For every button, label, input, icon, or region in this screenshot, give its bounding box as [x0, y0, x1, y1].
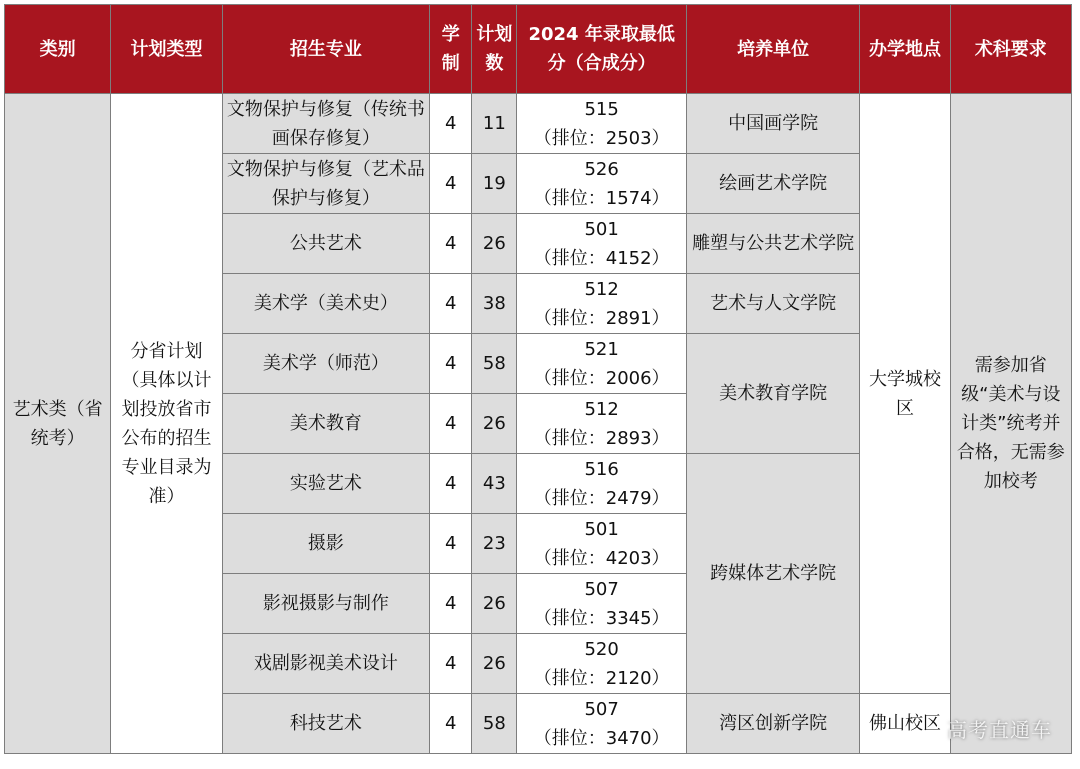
rank-value: （排位：2479） [533, 487, 670, 509]
count-cell: 23 [472, 514, 517, 574]
count-cell: 58 [472, 694, 517, 754]
watermark-text: 高考直通车 [947, 718, 1052, 742]
major-cell: 影视摄影与制作 [222, 574, 430, 634]
count-cell: 58 [472, 334, 517, 394]
count-cell: 38 [472, 274, 517, 334]
header-row [5, 5, 1072, 94]
score-value: 507 [584, 698, 619, 720]
score-cell [517, 394, 686, 454]
unit-cell: 美术教育学院 [686, 334, 859, 454]
rank-value: （排位：2893） [533, 427, 670, 449]
score-cell [517, 514, 686, 574]
count-cell: 26 [472, 394, 517, 454]
score-cell [517, 454, 686, 514]
duration-cell: 4 [430, 334, 472, 394]
unit-cell: 湾区创新学院 [686, 694, 859, 754]
count-cell: 26 [472, 574, 517, 634]
major-cell: 美术学（美术史） [222, 274, 430, 334]
rank-value: （排位：4152） [533, 247, 670, 269]
count-cell: 19 [472, 154, 517, 214]
major-cell: 戏剧影视美术设计 [222, 634, 430, 694]
unit-cell: 艺术与人文学院 [686, 274, 859, 334]
duration-cell: 4 [430, 154, 472, 214]
duration-cell: 4 [430, 94, 472, 154]
rank-value: （排位：1574） [533, 187, 670, 209]
score-value: 515 [584, 98, 619, 120]
score-value: 507 [584, 578, 619, 600]
count-cell: 26 [472, 214, 517, 274]
unit-cell: 绘画艺术学院 [686, 154, 859, 214]
rank-value: （排位：3470） [533, 727, 670, 749]
duration-cell: 4 [430, 274, 472, 334]
score-value: 526 [584, 158, 619, 180]
header-plan-type: 计划类型 [111, 5, 222, 94]
rank-value: （排位：2503） [533, 127, 670, 149]
score-cell [517, 574, 686, 634]
header-art-requirement: 术科要求 [950, 5, 1071, 94]
unit-cell: 雕塑与公共艺术学院 [686, 214, 859, 274]
header-unit: 培养单位 [686, 5, 859, 94]
score-cell [517, 334, 686, 394]
header-major: 招生专业 [222, 5, 430, 94]
header-plan-count: 计划数 [472, 5, 517, 94]
duration-cell: 4 [430, 214, 472, 274]
header-min-score: 2024 年录取最低分（合成分） [517, 5, 686, 94]
rank-value: （排位：2006） [533, 367, 670, 389]
header-duration: 学制 [430, 5, 472, 94]
major-cell: 公共艺术 [222, 214, 430, 274]
score-cell [517, 694, 686, 754]
campus-cell: 大学城校区 [860, 94, 950, 694]
campus-cell: 佛山校区 [860, 694, 950, 754]
duration-cell: 4 [430, 634, 472, 694]
score-cell [517, 154, 686, 214]
header-category: 类别 [5, 5, 111, 94]
major-cell: 科技艺术 [222, 694, 430, 754]
count-cell: 11 [472, 94, 517, 154]
score-cell [517, 94, 686, 154]
rank-value: （排位：3345） [533, 607, 670, 629]
unit-cell: 跨媒体艺术学院 [686, 454, 859, 694]
score-value: 516 [584, 458, 619, 480]
score-value: 501 [584, 218, 619, 240]
score-value: 512 [584, 398, 619, 420]
score-value: 520 [584, 638, 619, 660]
header-campus: 办学地点 [860, 5, 950, 94]
rank-value: （排位：4203） [533, 547, 670, 569]
admission-table-container [4, 4, 1072, 754]
rank-value: （排位：2891） [533, 307, 670, 329]
duration-cell: 4 [430, 454, 472, 514]
duration-cell: 4 [430, 694, 472, 754]
major-cell: 文物保护与修复（艺术品保护与修复） [222, 154, 430, 214]
major-cell: 摄影 [222, 514, 430, 574]
score-cell [517, 214, 686, 274]
major-cell: 美术学（师范） [222, 334, 430, 394]
admission-table [4, 4, 1072, 754]
rank-value: （排位：2120） [533, 667, 670, 689]
count-cell: 26 [472, 634, 517, 694]
score-value: 512 [584, 278, 619, 300]
category-cell: 艺术类（省统考） [5, 94, 111, 754]
duration-cell: 4 [430, 574, 472, 634]
plan-type-cell: 分省计划（具体以计划投放省市公布的招生专业目录为准） [111, 94, 222, 754]
score-value: 501 [584, 518, 619, 540]
duration-cell: 4 [430, 514, 472, 574]
score-cell [517, 634, 686, 694]
table-row [5, 94, 1072, 154]
art-requirement-cell: 需参加省级“美术与设计类”统考并合格，无需参加校考 [950, 94, 1071, 754]
major-cell: 美术教育 [222, 394, 430, 454]
major-cell: 实验艺术 [222, 454, 430, 514]
score-value: 521 [584, 338, 619, 360]
unit-cell: 中国画学院 [686, 94, 859, 154]
score-cell [517, 274, 686, 334]
count-cell: 43 [472, 454, 517, 514]
major-cell: 文物保护与修复（传统书画保存修复） [222, 94, 430, 154]
duration-cell: 4 [430, 394, 472, 454]
